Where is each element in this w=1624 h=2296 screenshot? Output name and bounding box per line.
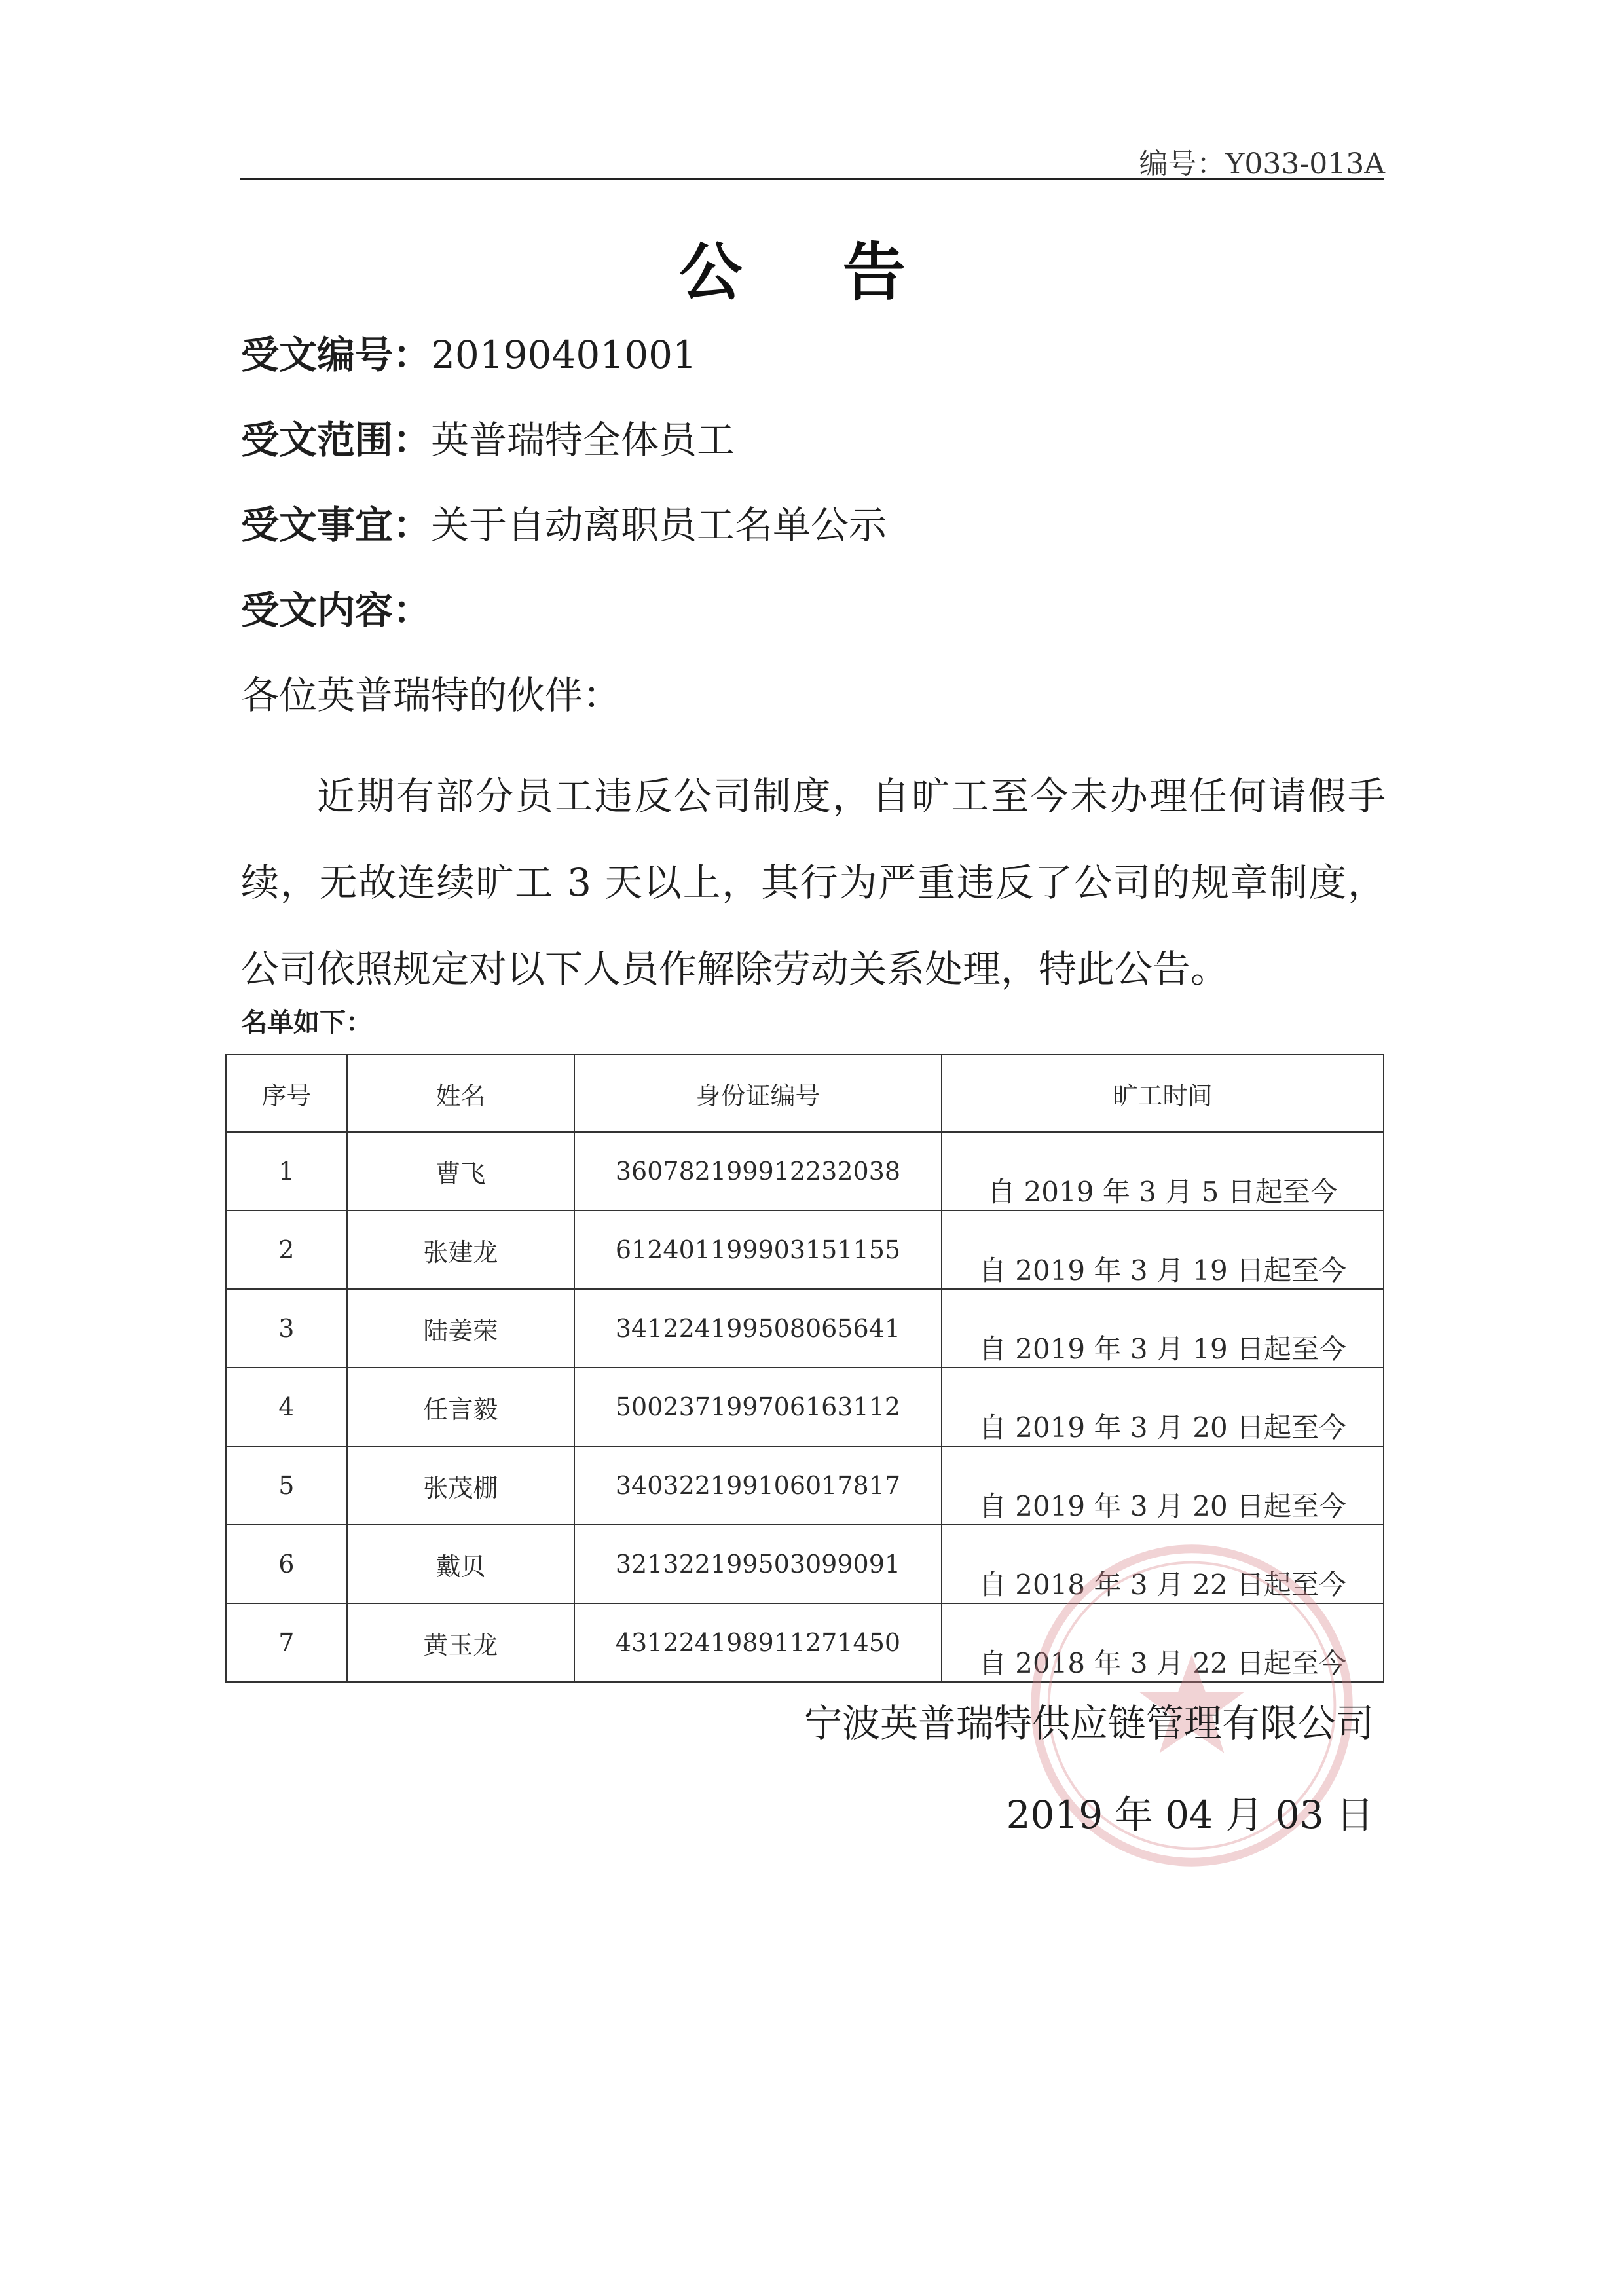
page-title: 公 告: [679, 236, 945, 309]
cell-name: 戴贝: [347, 1525, 574, 1603]
field-scope: [241, 409, 735, 464]
cell-name: 陆姜荣: [347, 1289, 574, 1368]
cell-seq: 1: [226, 1132, 347, 1211]
cell-time: 自 2018 年 3 月 22 日起至今: [942, 1525, 1384, 1603]
body-paragraph: 近期有部分员工违反公司制度，自旷工至今未办理任何请假手续，无故连续旷工 3 天以上，其行为严重违反了公司的规章制度，公司依照规定对以下人员作解除劳动关系处理，特此公告。: [241, 774, 1386, 991]
cell-id: 612401199903151155: [574, 1211, 942, 1289]
table-row: [226, 1368, 1384, 1446]
cell-id: 340322199106017817: [574, 1446, 942, 1525]
header-time: 旷工时间: [942, 1055, 1384, 1132]
document-number: 编号：Y033-013A: [1139, 147, 1385, 181]
cell-seq: 3: [226, 1289, 347, 1368]
cell-time: 自 2019 年 3 月 19 日起至今: [942, 1289, 1384, 1368]
field-label: 受文编号：: [241, 333, 432, 377]
cell-time: 自 2019 年 3 月 20 日起至今: [942, 1368, 1384, 1446]
cell-id: 341224199508065641: [574, 1289, 942, 1368]
header-name: 姓名: [347, 1055, 574, 1132]
header-seq: 序号: [226, 1055, 347, 1132]
field-doc-number: [241, 324, 697, 379]
cell-name: 张建龙: [347, 1211, 574, 1289]
cell-seq: 2: [226, 1211, 347, 1289]
field-value: 关于自动离职员工名单公示: [431, 503, 887, 547]
cell-seq: 4: [226, 1368, 347, 1446]
field-value: 20190401001: [431, 333, 697, 377]
cell-name: 曹飞: [347, 1132, 574, 1211]
signature-company: 宁波英普瑞特供应链管理有限公司: [803, 1701, 1374, 1745]
cell-time: 自 2019 年 3 月 20 日起至今: [942, 1446, 1384, 1525]
field-value: 英普瑞特全体员工: [431, 418, 735, 462]
cell-name: 任言毅: [347, 1368, 574, 1446]
cell-id: 360782199912232038: [574, 1132, 942, 1211]
cell-name: 黄玉龙: [347, 1603, 574, 1682]
field-label: 受文事宜：: [241, 503, 432, 547]
cell-id: 321322199503099091: [574, 1525, 942, 1603]
cell-seq: 7: [226, 1603, 347, 1682]
field-content: [241, 579, 431, 634]
table-row: [226, 1211, 1384, 1289]
list-title: 名单如下：: [241, 1008, 372, 1038]
greeting: 各位英普瑞特的伙伴：: [241, 673, 621, 718]
field-subject: [241, 494, 887, 549]
cell-seq: 6: [226, 1525, 347, 1603]
table-row: [226, 1446, 1384, 1525]
cell-time: 自 2019 年 3 月 19 日起至今: [942, 1211, 1384, 1289]
field-label: 受文内容：: [241, 588, 432, 632]
header-id: 身份证编号: [574, 1055, 942, 1132]
cell-seq: 5: [226, 1446, 347, 1525]
field-label: 受文范围：: [241, 418, 432, 462]
cell-name: 张茂棚: [347, 1446, 574, 1525]
header-divider: [240, 178, 1384, 180]
cell-time: 自 2019 年 3 月 5 日起至今: [942, 1132, 1384, 1211]
table-header-row: [226, 1055, 1384, 1132]
cell-id: 431224198911271450: [574, 1603, 942, 1682]
signature-date: 2019 年 04 月 03 日: [1006, 1793, 1374, 1837]
cell-id: 500237199706163112: [574, 1368, 942, 1446]
table-row: [226, 1289, 1384, 1368]
table-row: [226, 1132, 1384, 1211]
cell-time: 自 2018 年 3 月 22 日起至今: [942, 1603, 1384, 1682]
